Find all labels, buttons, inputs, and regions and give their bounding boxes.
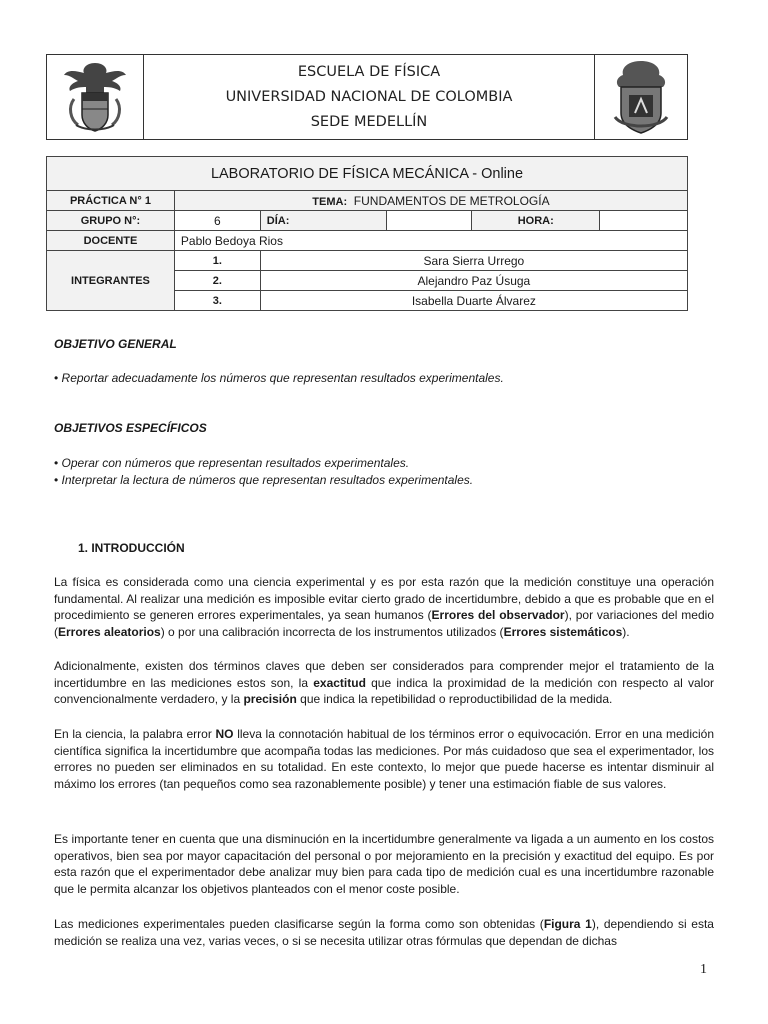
hora-value — [600, 211, 688, 231]
header-title — [144, 55, 594, 139]
intro-paragraph-5: Las mediciones experimentales pueden clasificarse según la forma como son obtenidas (Figura 1), dependiendo si esta medición se realiza una vez, varias veces, o si se necesita utilizar otras fórmulas que dependan de dichas — [54, 917, 714, 948]
member-num: 1. — [174, 251, 260, 271]
intro-heading: 1. INTRODUCCIÓN — [78, 541, 185, 555]
lab-title: LABORATORIO DE FÍSICA MECÁNICA - Online — [47, 157, 688, 191]
list-item: • Reportar adecuadamente los números que representan resultados experimentales. — [54, 370, 504, 387]
member-name: Sara Sierra Urrego — [260, 251, 687, 271]
intro-paragraph-2: Adicionalmente, existen dos términos claves que deben ser considerados para comprender mejor el tratamiento de la incertidumbre en las mediciones estos son, la exactitud que indica la proximidad de la medición con respecto al valor convencionalmente verdadero, y la precisión que indica la repetibilidad o reproductibilidad de la medida. — [54, 659, 714, 706]
left-logo-cell — [47, 55, 144, 139]
objetivo-general-list — [54, 370, 504, 387]
dia-value — [386, 211, 472, 231]
school-name: ESCUELA DE FÍSICA — [297, 63, 441, 80]
member-name: Alejandro Paz Úsuga — [260, 271, 687, 291]
header-box — [46, 54, 688, 140]
objetivos-especificos-title: OBJETIVOS ESPECÍFICOS — [54, 421, 207, 435]
grupo-value: 6 — [174, 211, 260, 231]
page-number: 1 — [700, 962, 707, 977]
lab-info-table — [46, 156, 688, 311]
member-num: 2. — [174, 271, 260, 291]
list-item: • Operar con números que representan resultados experimentales. — [54, 455, 473, 472]
list-item: • Interpretar la lectura de números que representan resultados experimentales. — [54, 472, 473, 489]
tema-cell — [174, 191, 687, 211]
intro-paragraph-3: En la ciencia, la palabra error NO lleva la connotación habitual de los términos error o equivocación. Error en una medición científica significa la incertidumbre que acompaña todas las mediciones. Por más cuidadoso que sea el experimentador, los errores no pueden ser eliminados en su totalidad. En este contexto, lo mejor que puede hacerse es intentar disminuir al máximo los errores (tan pequeños como sea razonablemente posible) y tener una estimación fiable de sus valores. — [54, 727, 714, 791]
university-name: UNIVERSIDAD NACIONAL DE COLOMBIA — [225, 88, 513, 105]
right-logo-cell — [594, 55, 687, 139]
hora-label: HORA: — [472, 211, 600, 231]
member-name: Isabella Duarte Álvarez — [260, 291, 687, 311]
grupo-label: GRUPO N°: — [47, 211, 175, 231]
colombia-coat-of-arms-icon — [60, 59, 130, 135]
tema-label: TEMA: — [312, 195, 348, 208]
intro-paragraph-1: La física es considerada como una ciencia experimental y es por esta razón que la medición constituye una operación fundamental. Al realizar una medición es imposible evitar cierto grado de incertidumbre, debido a que es probable que en el procedimiento se generen errores experimentales, ya sean humanos (Errores del observador), por variaciones del medio (Errores aleatorios) o por una calibración incorrecta de los instrumentos utilizados (Errores sistemáticos). — [54, 575, 714, 639]
objetivo-general-title: OBJETIVO GENERAL — [54, 337, 177, 351]
tema-value: FUNDAMENTOS DE METROLOGÍA — [353, 193, 550, 208]
integrantes-label: INTEGRANTES — [47, 251, 175, 311]
docente-value: Pablo Bedoya Rios — [174, 231, 687, 251]
objetivos-especificos-list — [54, 455, 473, 489]
university-seal-icon — [609, 57, 673, 137]
docente-label: DOCENTE — [47, 231, 175, 251]
dia-label: DÍA: — [260, 211, 386, 231]
campus-name: SEDE MEDELLÍN — [310, 113, 428, 130]
intro-paragraph-4: Es importante tener en cuenta que una disminución en la incertidumbre generalmente va ligada a un aumento en los costos operativos, bien sea por mayor capacitación del personal o por mejoramiento en la precisión y exactitud del equipo. Es por esta razón que el experimentador debe analizar muy bien para cada tipo de medición cual es una incertidumbre razonable que le permita alcanzar los objetivos planteados con el menor coste posible. — [54, 832, 714, 896]
practica-label: PRÁCTICA N° 1 — [47, 191, 175, 211]
member-num: 3. — [174, 291, 260, 311]
